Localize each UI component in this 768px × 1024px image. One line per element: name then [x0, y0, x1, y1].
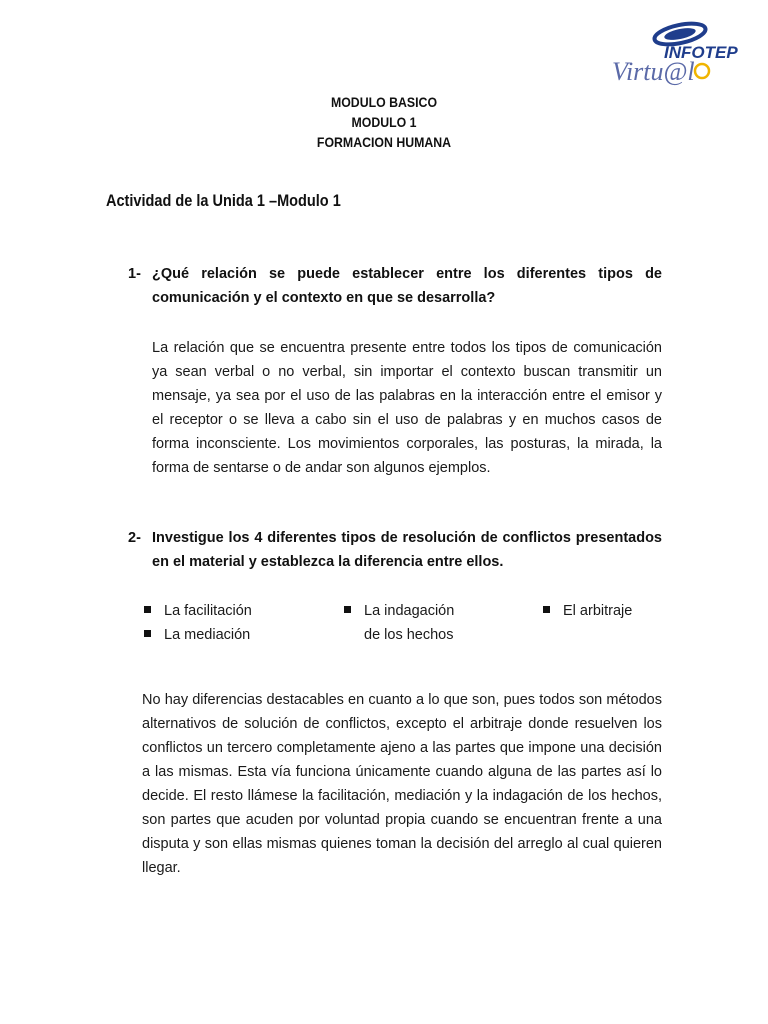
header-line-2: MODULO 1 [351, 114, 417, 130]
bullet-column-2 [342, 599, 462, 647]
question-text: ¿Qué relación se puede establecer entre los diferentes tipos de comunicación y el contexto en que se desarrolla? [152, 266, 662, 306]
answer-2: No hay diferencias destacables en cuanto a lo que son, pues todos son métodos alternativos de solución de conflictos, excepto el arbitraje donde resuelven los conflictos un tercero completamente ajeno a las partes que impone una decisión a las mismas. Esta vía funciona únicamente cuando alguna de las partes así lo decide. El resto llámese la facilitación, mediación y la indagación de los hechos, son partes que acuden por voluntad propia cuando se encuentran frente a una disputa y son ellas mismas quienes toman la decisión del arreglo al cual quieren llegar. [142, 692, 662, 876]
header-line-3: FORMACION HUMANA [316, 134, 452, 150]
question-number: 1- [128, 266, 141, 282]
list-item: El arbitraje [541, 599, 691, 623]
logo-bottom-text: Virtu@l [612, 57, 695, 86]
list-item: La mediación [142, 623, 322, 647]
question-1 [128, 262, 662, 310]
bullet-column-1 [142, 599, 322, 647]
question-text: Investigue los 4 diferentes tipos de resolución de conflictos presentados en el material y establezca la diferencia entre ellos. [152, 530, 662, 570]
logo-top-text: INFOTEP [664, 43, 738, 62]
bullet-column-3 [541, 599, 691, 623]
list-item: La facilitación [142, 599, 322, 623]
header-line-1: MODULO BASICO [330, 94, 438, 110]
answer-1: La relación que se encuentra presente entre todos los tipos de comunicación ya sean verbal o no verbal, sin importar el contexto buscan transmitir un mensaje, ya sea por el uso de las palabras en la interacción entre el emisor y el receptor o se lleva a cabo sin el uso de palabras y en muchos casos de forma inconsciente. Los movimientos corporales, las posturas, la mirada, la forma de sentarse o de andar son algunos ejemplos. [152, 340, 662, 476]
question-2 [128, 526, 662, 574]
question-number: 2- [128, 530, 141, 546]
activity-title: Actividad de la Unida 1 –Modulo 1 [106, 192, 341, 210]
document-header [0, 92, 768, 152]
infotep-virtual-logo [606, 14, 738, 86]
logo-icon [606, 14, 738, 86]
list-item: La indagación de los hechos [342, 599, 462, 647]
